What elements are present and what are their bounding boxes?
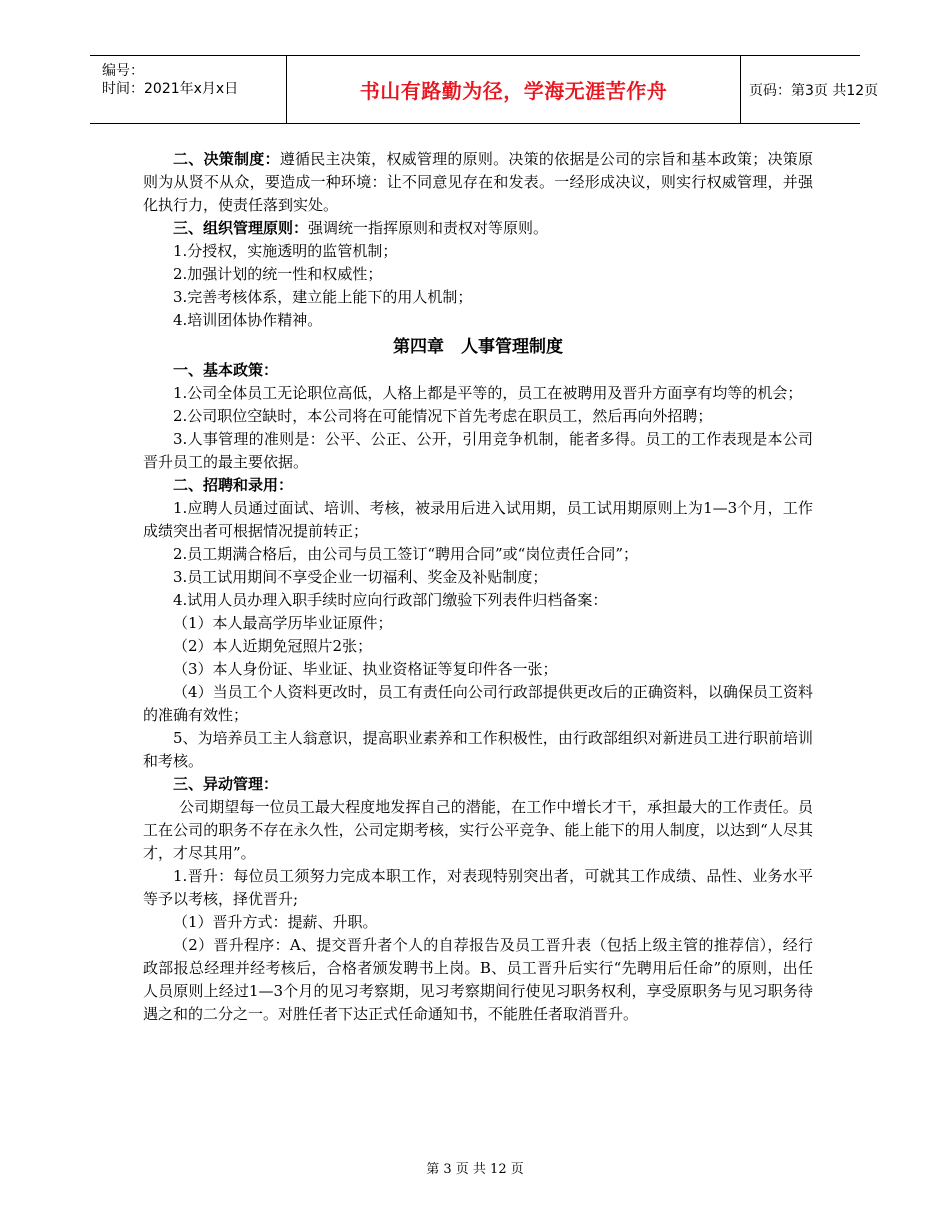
list-item: （2）晋升程序：A、提交晋升者个人的自荐报告及员工晋升表（包括上级主管的推荐信），经行政部报总经理并经考核后，合格者颁发聘书上岗。B、员工晋升后实行“先聘用后任命”的原则，出任人员原则上经过1—3个月的见习考察期，见习考察期间行使见习职务权利，享受原职务与见习职务待遇之和的二分之一。对胜任者下达正式任命通知书，不能胜任者取消晋升。 [143,936,813,1023]
section-heading: 二、决策制度： [173,150,280,168]
list-item: 1.晋升：每位员工须努力完成本职工作，对表现特别突出者，可就其工作成绩、品性、业务水平等予以考核，择优晋升; [143,867,813,908]
list-item: 2.公司职位空缺时，本公司将在可能情况下首先考虑在职员工，然后再向外招聘； [173,407,713,425]
header-page-cell [741,56,879,123]
header-page-info: 页码：第3页 共12页 [749,83,879,99]
section-heading: 一、基本政策： [173,361,279,379]
list-item: 4.试用人员办理入职手续时应向行政部门缴验下列表件归档备案： [173,591,608,609]
list-item: 2.加强计划的统一性和权威性； [173,265,383,283]
list-item: 1.应聘人员通过面试、培训、考核，被录用后进入试用期，员工试用期原则上为1—3个月，工作成绩突出者可根据情况提前转正； [143,499,813,540]
list-item: 3.人事管理的准则是：公平、公正、公开，引用竞争机制，能者多得。员工的工作表现是本公司晋升员工的最主要依据。 [143,430,813,471]
list-item: （1）本人最高学历毕业证原件； [173,614,393,632]
document-number-label: 编号： [102,63,144,79]
list-item: 3.员工试用期间不享受企业一切福利、奖金及补贴制度； [173,568,548,586]
chapter-title: 第四章 人事管理制度 [393,337,563,357]
header-motto-cell [287,56,741,123]
section-heading: 三、异动管理： [173,775,279,793]
list-item: （4）当员工个人资料更改时，员工有责任向公司行政部提供更改后的正确资料，以确保员工资料的准确有效性； [143,683,813,724]
list-item: （2）本人近期免冠照片2张； [173,637,373,655]
section-heading: 二、招聘和录用： [173,476,294,494]
list-item: 3.完善考核体系，建立能上能下的用人机制； [173,288,473,306]
section-heading: 三、组织管理原则： [173,219,309,237]
header-meta-cell [90,56,287,123]
paragraph [143,217,813,240]
paragraph: 公司期望每一位员工最大程度地发挥自己的潜能，在工作中增长才干，承担最大的工作责任。员工在公司的职务不存在永久性，公司定期考核，实行公平竞争、能上能下的用人制度，以达到“人尽其才，才尽其用”。 [143,798,813,862]
paragraph-text: 遵循民主决策，权威管理的原则。决策的依据是公司的宗旨和基本政策；决策原则为从贤不从众，要造成一种环境：让不同意见存在和发表。一经形成决议，则实行权威管理，并强化执行力，使责任落到实处。 [143,150,813,214]
page-footer: 第 3 页 共 12 页 [426,1162,524,1177]
list-item: 5、为培养员工主人翁意识，提高职业素养和工作积极性，由行政部组织对新进员工进行职前培训和考核。 [143,729,813,770]
list-item: （3）本人身份证、毕业证、执业资格证等复印件各一张； [173,660,558,678]
list-item: 4.培训团体协作精神。 [173,311,323,329]
document-date-label: 时间：2021年x月x日 [102,81,239,97]
list-item: 1.公司全体员工无论职位高低，人格上都是平等的，员工在被聘用及晋升方面享有均等的机会； [173,384,803,402]
list-item: 2.员工期满合格后，由公司与员工签订“聘用合同”或“岗位责任合同”； [173,545,638,563]
paragraph [143,148,813,217]
paragraph-text: 强调统一指挥原则和责权对等原则。 [308,219,549,237]
header-motto: 书山有路勤为径，学海无涯苦作舟 [359,79,668,103]
page-header [90,55,879,124]
document-body [143,148,813,1026]
list-item: （1）晋升方式：提薪、升职。 [173,913,378,931]
list-item: 1.分授权，实施透明的监管机制； [173,242,398,260]
